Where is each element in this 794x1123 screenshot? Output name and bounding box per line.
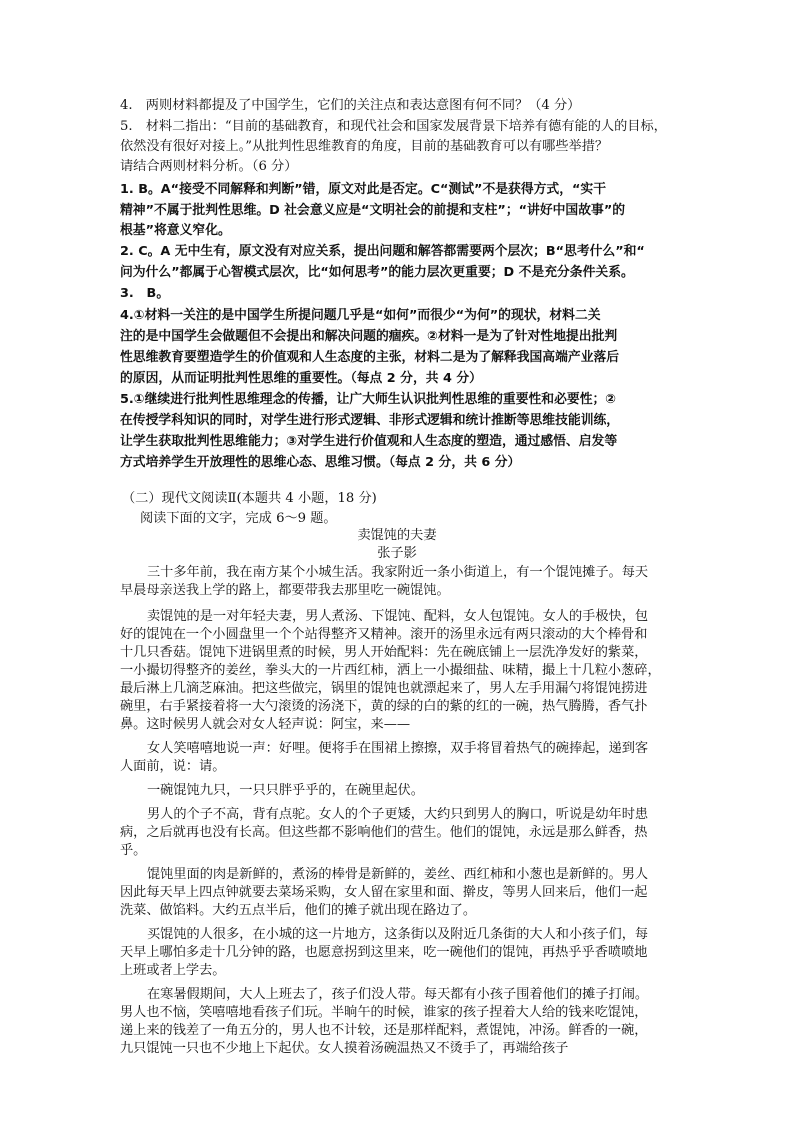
question-5-line-1: 5. 材料二指出：“目前的基础教育，和现代社会和国家发展背景下培养有德有能的人的目标，: [120, 119, 667, 134]
story-line: 男人的个子不高，背有点驼。女人的个子更矮，大约只到男人的胸口，听说是幼年时患: [147, 807, 649, 822]
story-line: 最后淋上几滴芝麻油。把这些做完，锅里的馄饨也就漂起来了，男人左手用漏勺将馄饨捞进: [120, 681, 648, 696]
story-line: 乎。: [120, 843, 147, 858]
answer-4-line-3: 性思维教育要塑造学生的价值观和人生态度的主张，材料二是为了解释我国高端产业落后: [120, 350, 620, 365]
story-line: 好的馄饨在一个小圆盘里一个个站得整齐又精神。滚开的汤里永远有两只滚动的大个棒骨和: [120, 627, 648, 642]
story-line: 因此每天早上四点钟就要去菜场采购，女人留在家里和面、擀皮，等男人回来后，他们一起: [120, 885, 648, 900]
story-line: 上班或者上学去。: [120, 963, 226, 978]
answer-5-line-3: 让学生获取批判性思维能力；③对学生进行价值观和人生态度的塑造，通过感悟、启发等: [120, 434, 618, 449]
story-line: 一碗馄饨九只，一只只胖乎乎的，在碗里起伏。: [147, 783, 424, 798]
section-instruction: 阅读下面的文字，完成 6～9 题。: [140, 511, 337, 526]
question-4: 4. 两则材料都提及了中国学生，它们的关注点和表达意图有何不同？（4 分）: [120, 98, 581, 113]
story-author: 张子影: [377, 546, 417, 561]
section-heading: （二）现代文阅读Ⅱ(本题共 4 小题，18 分): [122, 491, 377, 506]
story-line: 递上来的钱差了一角五分的，男人也不计较，还是那样配料，煮馄饨，冲汤。鲜香的一碗，: [120, 1023, 648, 1038]
story-line: 十几只香菇。馄饨下进锅里煮的时候，男人开始配料：先在碗底铺上一层洗净发好的紫菜，: [120, 645, 648, 660]
question-5-line-2: 依然没有很好对接上。”从批判性思维教育的角度，目前的基础教育可以有哪些举措？: [120, 139, 609, 154]
answer-4-line-1: 4.①材料一关注的是中国学生所提问题几乎是“如何”而很少“为何”的现状，材料二关: [120, 308, 601, 323]
question-5-line-3: 请结合两则材料分析。（6 分）: [120, 159, 298, 174]
story-line: 卖馄饨的是一对年轻夫妻，男人煮汤、下馄饨、配料，女人包馄饨。女人的手极快，包: [147, 609, 649, 624]
story-line: 病，之后就再也没有长高。但这些都不影响他们的营生。他们的馄饨，永远是那么鲜香，热: [120, 825, 648, 840]
answer-2-line-2: 问为什么”都属于心智模式层次，比“如何思考”的能力层次更重要；D 不是充分条件关系。: [120, 265, 634, 280]
story-line: 馄饨里面的肉是新鲜的，煮汤的棒骨是新鲜的，姜丝、西红柿和小葱也是新鲜的。男人: [147, 867, 649, 882]
story-line: 碗里，右手紧接着将一大勺滚烫的汤浇下，黄的绿的白的紫的红的一碗，热气腾腾，香气扑: [120, 699, 648, 714]
answer-4-line-2: 注的是中国学生会做题但不会提出和解决问题的痼疾。②材料一是为了针对性地提出批判: [120, 329, 618, 344]
story-line: 早晨母亲送我上学的路上，都要带我去那里吃一碗馄饨。: [120, 583, 450, 598]
story-line: 买馄饨的人很多，在小城的这一片地方，这条街以及附近几条街的大人和小孩子们，每: [147, 927, 649, 942]
story-line: 鼻。这时候男人就会对女人轻声说：阿宝，来——: [120, 717, 411, 732]
story-line: 在寒暑假期间，大人上班去了，孩子们没人带。每天都有小孩子围着他们的摊子打闹。: [147, 987, 649, 1002]
answer-3: 3. B。: [120, 286, 170, 301]
answer-5-line-2: 在传授学科知识的同时，对学生进行形式逻辑、非形式逻辑和统计推断等思维技能训练，: [120, 413, 620, 428]
story-line: 九只馄饨一只也不少地上下起伏。女人摸着汤碗温热又不烫手了，再端给孩子: [120, 1041, 569, 1056]
answer-5-line-4: 方式培养学生开放理性的思维心态、思维习惯。（每点 2 分，共 6 分）: [120, 455, 521, 470]
answer-4-line-4: 的原因，从而证明批判性思维的重要性。（每点 2 分，共 4 分）: [120, 371, 482, 386]
answer-1-line-3: 根基”将意义窄化。: [120, 223, 231, 238]
answer-1-line-1: 1. B。A“接受不同解释和判断”错，原文对此是否定。C“测试”不是获得方式，“实干: [120, 182, 607, 197]
answer-2-line-1: 2. C。A 无中生有，原文没有对应关系，提出问题和解答都需要两个层次；B“思考什么”和“: [120, 244, 645, 259]
story-line: 洗菜、做馅料。大约五点半后，他们的摊子就出现在路边了。: [120, 903, 477, 918]
answer-5-line-1: 5.①继续进行批判性思维理念的传播，让广大师生认识批判性思维的重要性和必要性；②: [120, 392, 617, 407]
story-line: 男人也不恼，笑嘻嘻地看孩子们玩。半晌午的时候，谁家的孩子捏着大人给的钱来吃馄饨，: [120, 1005, 648, 1020]
story-title: 卖馄饨的夫妻: [357, 528, 437, 543]
story-line: 天早上哪怕多走十几分钟的路，也愿意拐到这里来，吃一碗他们的馄饨，再热乎乎香喷喷地: [120, 945, 648, 960]
story-line: 人面前，说：请。: [120, 759, 226, 774]
story-line: 三十多年前，我在南方某个小城生活。我家附近一条小街道上，有一个馄饨摊子。每天: [147, 565, 649, 580]
answer-1-line-2: 精神”不属于批判性思维。D 社会意义应是“文明社会的前提和支柱”；“讲好中国故事”的: [120, 203, 626, 218]
story-line: 女人笑嘻嘻地说一声：好哩。便将手在围裙上擦擦，双手将冒着热气的碗捧起，递到客: [147, 741, 649, 756]
story-line: 一小撮切得整齐的姜丝，拳头大的一片西红柿，洒上一小撮细盐、味精，撮上十几粒小葱碎，: [120, 663, 661, 678]
